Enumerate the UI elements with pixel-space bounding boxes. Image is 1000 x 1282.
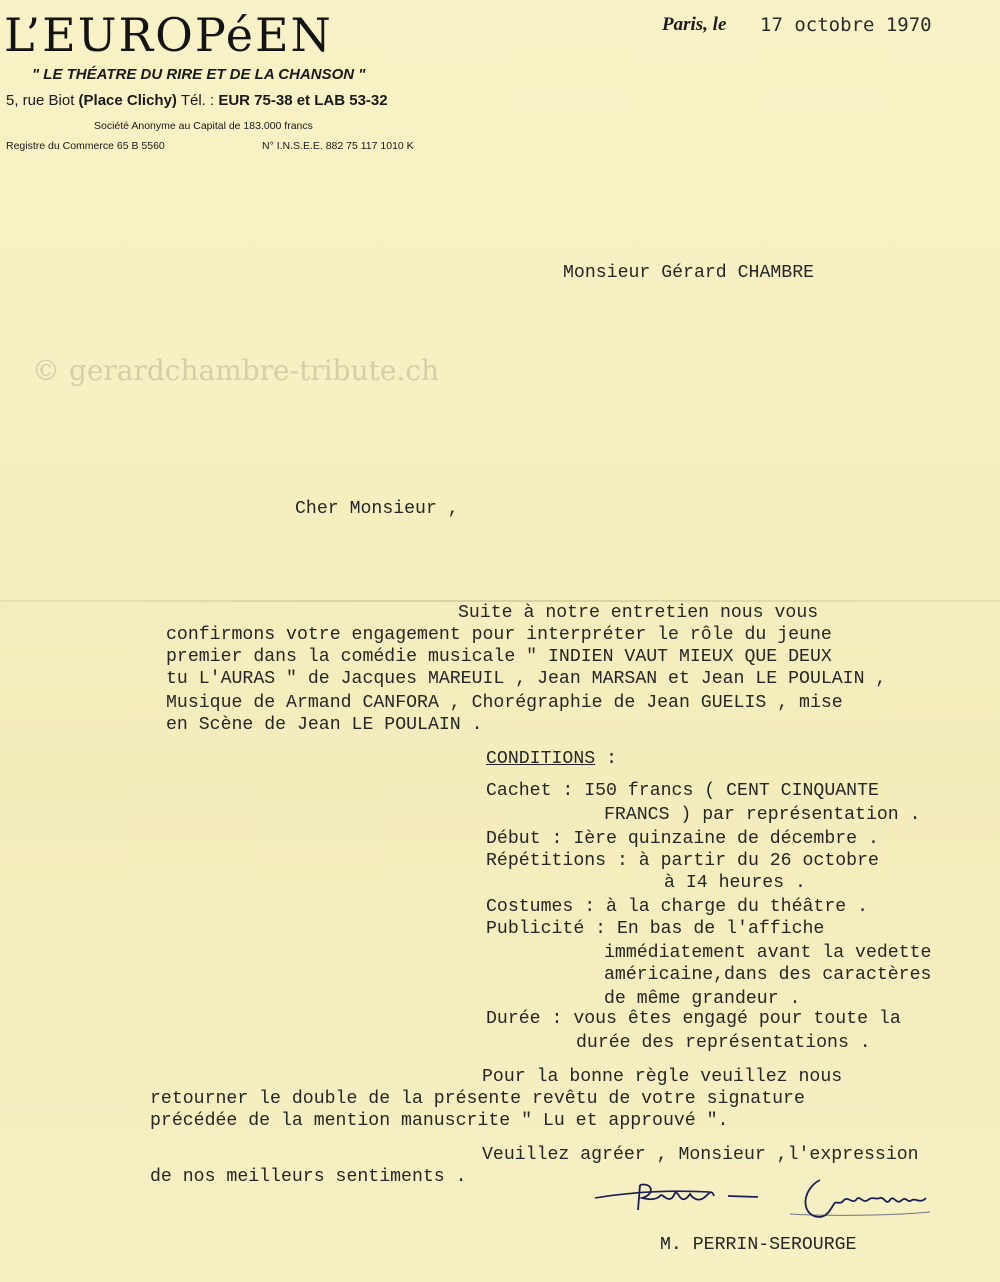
cond-publicite-3: américaine,dans des caractères (604, 965, 932, 985)
letterhead-logo: L’EUROPéEN (4, 8, 333, 62)
body-line-5: Musique de Armand CANFORA , Chorégraphie de Jean GUELIS , mise (166, 693, 843, 713)
tel-number-1: EUR 75-38 (218, 92, 293, 109)
handwritten-signature (590, 1170, 970, 1240)
conditions-heading-colon: : (595, 749, 617, 769)
body-line-4: tu L'AURAS " de Jacques MAREUIL , Jean MARSAN et Jean LE POULAIN , (166, 669, 887, 689)
letterhead-insee: N° I.N.S.E.E. 882 75 117 1010 K (262, 140, 414, 152)
dateline-place: Paris, le (662, 14, 727, 35)
tel-and: et (296, 92, 311, 109)
cond-duree-1: Durée : vous êtes engagé pour toute la (486, 1009, 901, 1029)
cond-publicite-1: Publicité : En bas de l'affiche (486, 919, 825, 939)
closing-line-4: Veuillez agréer , Monsieur ,l'expression (482, 1145, 919, 1165)
letterhead-address (6, 92, 388, 109)
watermark: © gerardchambre-tribute.ch (32, 354, 440, 387)
closing-line-1: Pour la bonne règle veuillez nous (482, 1067, 843, 1087)
closing-line-3: précédée de la mention manuscrite " Lu et approuvé ". (150, 1111, 729, 1131)
cond-repetitions-2: à I4 heures . (664, 873, 806, 893)
letterhead-subtitle: " LE THÉATRE DU RIRE ET DE LA CHANSON " (32, 66, 366, 83)
recipient: Monsieur Gérard CHAMBRE (563, 263, 815, 283)
address-street: 5, rue Biot (6, 92, 75, 109)
address-place: (Place Clichy) (78, 92, 177, 109)
body-line-2: confirmons votre engagement pour interpréter le rôle du jeune (166, 625, 832, 645)
letterhead-registre: Registre du Commerce 65 B 5560 (6, 140, 165, 152)
cond-debut: Début : Ière quinzaine de décembre . (486, 829, 879, 849)
salutation: Cher Monsieur , (295, 499, 459, 519)
dateline-date: 17 octobre 1970 (760, 14, 932, 36)
letterhead-capital: Société Anonyme au Capital de 183.000 francs (94, 120, 313, 132)
closing-line-5: de nos meilleurs sentiments . (150, 1167, 467, 1187)
tel-number-2: LAB 53-32 (314, 92, 388, 109)
body-line-1: Suite à notre entretien nous vous (458, 603, 819, 623)
signature-name: M. PERRIN-SEROURGE (660, 1235, 857, 1255)
body-line-3: premier dans la comédie musicale " INDIEN VAUT MIEUX QUE DEUX (166, 647, 832, 667)
cond-publicite-2: immédiatement avant la vedette (604, 943, 932, 963)
cond-publicite-4: de même grandeur . (604, 989, 801, 1009)
closing-line-2: retourner le double de la présente revêtu de votre signature (150, 1089, 805, 1109)
conditions-heading (486, 748, 617, 770)
cond-cachet-1: Cachet : I50 francs ( CENT CINQUANTE (486, 781, 879, 801)
tel-label: Tél. : (180, 92, 215, 109)
cond-costumes: Costumes : à la charge du théâtre . (486, 897, 868, 917)
cond-duree-2: durée des représentations . (576, 1033, 871, 1053)
cond-repetitions-1: Répétitions : à partir du 26 octobre (486, 851, 879, 871)
cond-cachet-2: FRANCS ) par représentation . (604, 805, 921, 825)
conditions-heading-text: CONDITIONS (486, 749, 596, 769)
body-line-6: en Scène de Jean LE POULAIN . (166, 715, 483, 735)
